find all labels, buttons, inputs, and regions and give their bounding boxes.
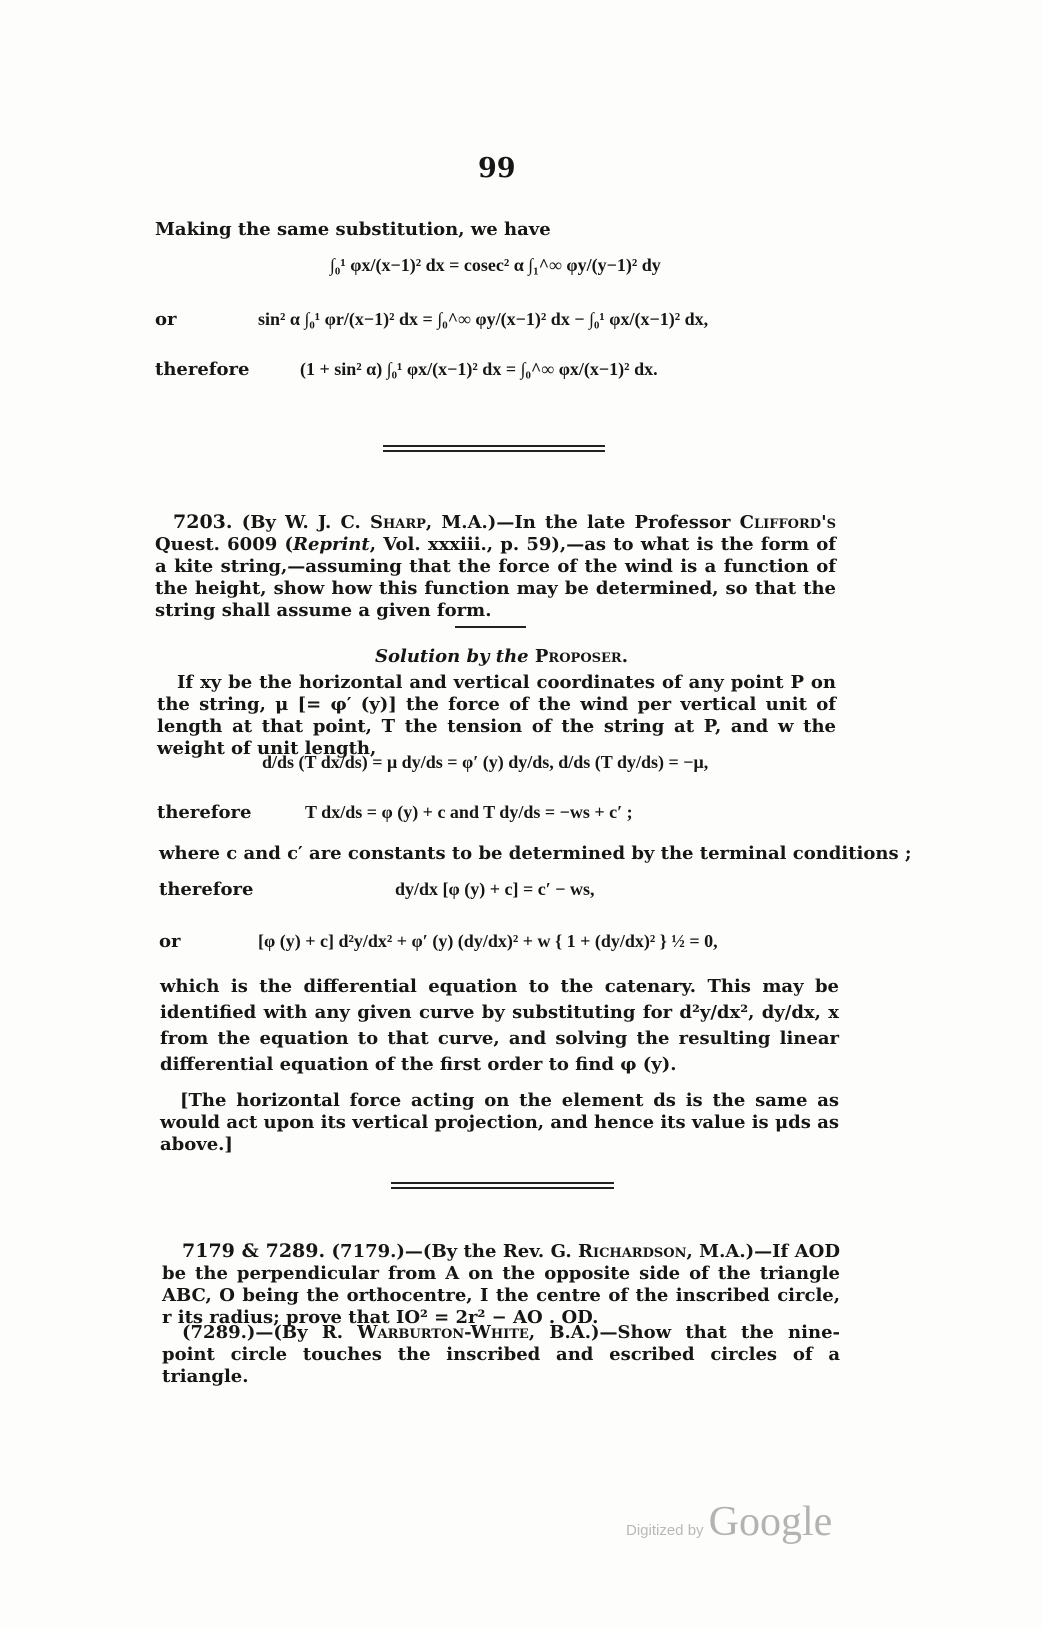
problem-number: 7203. xyxy=(173,511,233,533)
equation-c: dy/dx [φ (y) + c] = c′ − ws, xyxy=(395,879,595,899)
solution-paragraph-4: [The horizontal force acting on the element ds is the same as would act upon its vertical projection, and hence its value is μds as above.] xyxy=(160,1090,839,1155)
solution-paragraph-2: where c and c′ are constants to be determined by the terminal conditions ; xyxy=(159,843,912,864)
problem-7203: 7203. (By W. J. C. Sharp, M.A.)—In the late Professor Clifford's Quest. 6009 (Reprint, Vol. xxxiii., p. 59),—as to what is the form of a kite string,—assuming that the force of the wind is a function of the height, show how this function may be determined, so that the string shall assume a given form. xyxy=(155,511,836,621)
problem-7179: 7179 & 7289. (7179.)—(By the Rev. G. Richardson, M.A.)—If AOD be the perpendicular from A on the opposite side of the triangle ABC, O being the orthocentre, I the centre of the inscribed circle, r its radius; prove that IO² = 2r² − AO . OD. xyxy=(162,1240,840,1328)
solution-heading: Solution by the Proposer. xyxy=(375,646,629,667)
intro-line: Making the same substitution, we have xyxy=(155,219,551,240)
author-name: Warburton-White xyxy=(357,1322,529,1343)
page-number: 99 xyxy=(478,153,516,184)
section-divider xyxy=(391,1182,614,1189)
section-divider xyxy=(383,445,605,452)
problem-7289: (7289.)—(By R. Warburton-White, B.A.)—Show that the nine-point circle touches the inscribed and escribed circles of a triangle. xyxy=(162,1322,840,1387)
equation-3: (1 + sin² α) ∫₀¹ φx/(x−1)² dx = ∫₀^∞ φx/(x−1)² dx. xyxy=(300,359,658,379)
digitized-watermark xyxy=(626,1498,832,1546)
watermark-prefix: Digitized by xyxy=(626,1522,704,1539)
label-therefore-3: therefore xyxy=(159,879,254,900)
author-name: Richardson xyxy=(578,1241,687,1262)
label-therefore-2: therefore xyxy=(157,802,252,823)
label-or-1: or xyxy=(155,309,177,330)
equation-2: sin² α ∫₀¹ φr/(x−1)² dx = ∫₀^∞ φy/(x−1)² dx − ∫₀¹ φx/(x−1)² dx, xyxy=(258,309,709,329)
short-rule xyxy=(455,626,526,628)
equation-1: ∫₀¹ φx/(x−1)² dx = cosec² α ∫₁^∞ φy/(y−1)² dy xyxy=(330,255,661,275)
author-name: Sharp xyxy=(369,512,426,533)
equation-b: T dx/ds = φ (y) + c and T dy/ds = −ws + c′ ; xyxy=(305,802,633,822)
solution-paragraph-1: If xy be the horizontal and vertical coordinates of any point P on the string, μ [= φ′ (y)] the force of the wind per vertical unit of length at that point, T the tension of the string at P, and w the weight of unit length, xyxy=(157,672,836,759)
google-logo: Google xyxy=(708,1499,833,1545)
label-therefore-1: therefore xyxy=(155,359,250,380)
label-or-2: or xyxy=(159,931,181,952)
problem-number: 7179 & 7289. xyxy=(182,1240,326,1262)
equation-d: [φ (y) + c] d²y/dx² + φ′ (y) (dy/dx)² + w { 1 + (dy/dx)² } ½ = 0, xyxy=(258,931,718,951)
solution-paragraph-3: which is the differential equation to the catenary. This may be identified with any given curve by substituting for d²y/dx², dy/dx, x from the equation to that curve, and solving the resulting linear differential equation of the first order to find φ (y). xyxy=(160,976,839,1075)
equation-a: d/ds (T dx/ds) = μ dy/ds = φ′ (y) dy/ds, d/ds (T dy/ds) = −μ, xyxy=(262,752,709,772)
